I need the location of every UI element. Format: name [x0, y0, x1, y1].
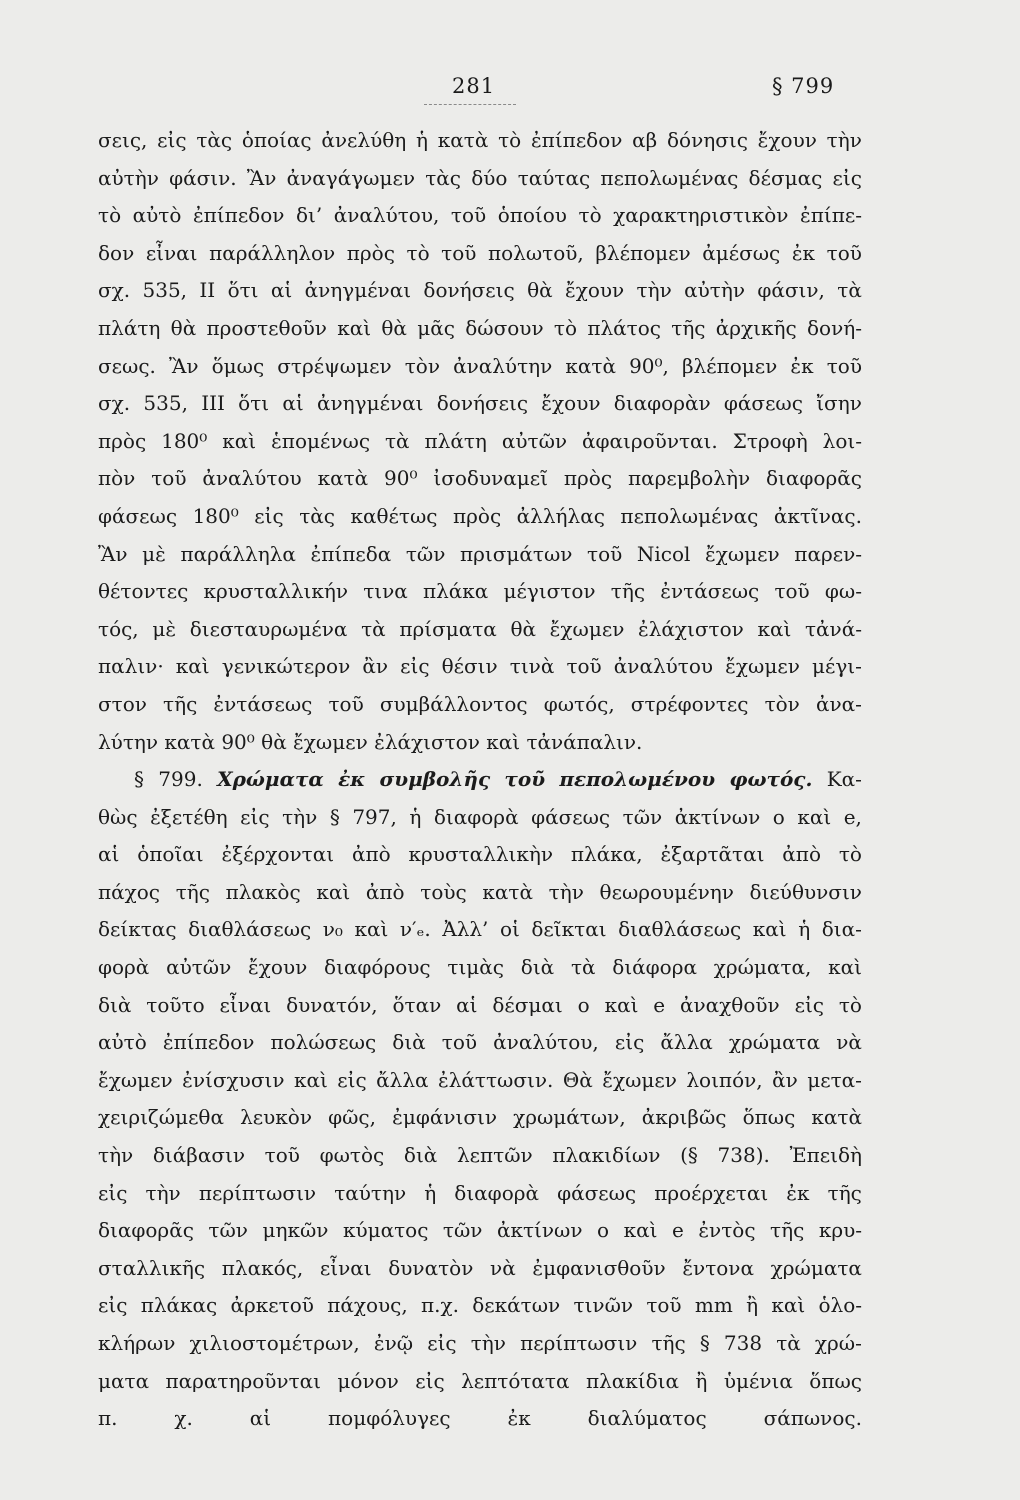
- text-line: χειριζώμεθα λευκὸν φῶς, ἐμφάνισιν χρωμάτων, ἀκριβῶς ὅπως κατὰ: [98, 1105, 862, 1130]
- text-line: σεως. Ἂν ὅμως στρέψωμεν τὸν ἀναλύτην κατὰ 90⁰, βλέπομεν ἐκ τοῦ: [98, 353, 862, 378]
- text-line: σταλλικῆς πλακός, εἶναι δυνατὸν νὰ ἐμφανισθοῦν ἔντονα χρώματα: [98, 1255, 862, 1280]
- text-line: δον εἶναι παράλληλον πρὸς τὸ τοῦ πολωτοῦ, βλέπομεν ἀμέσως ἐκ τοῦ: [98, 240, 862, 265]
- text-line: σχ. 535, III ὅτι αἱ ἀνηγμέναι δονήσεις ἔχουν διαφορὰν φάσεως ἴσην: [98, 391, 862, 416]
- text-line: αἱ ὁποῖαι ἐξέρχονται ἀπὸ κρυσταλλικὴν πλάκα, ἐξαρτᾶται ἀπὸ τὸ: [98, 842, 862, 867]
- text-line: φορὰ αὐτῶν ἔχουν διαφόρους τιμὰς διὰ τὰ διάφορα χρώματα, καὶ: [98, 955, 862, 980]
- text-line: φάσεως 180⁰ εἰς τὰς καθέτως πρὸς ἀλλήλας πεπολωμένας ἀκτῖνας.: [98, 503, 862, 528]
- text-line: ματα παρατηροῦνται μόνον εἰς λεπτότατα πλακίδια ἢ ὑμένια ὅπως: [98, 1368, 862, 1393]
- page-number: 281: [452, 74, 496, 98]
- text-line: πρὸς 180⁰ καὶ ἑπομένως τὰ πλάτη αὐτῶν ἀφαιροῦνται. Στροφὴ λοι-: [98, 428, 862, 453]
- text-line: π. χ. αἱ πομφόλυγες ἐκ διαλύματος σάπωνος.: [98, 1406, 862, 1431]
- text-line: αὐτὴν φάσιν. Ἂν ἀναγάγωμεν τὰς δύο ταύτας πεπολωμένας δέσμας εἰς: [98, 165, 862, 190]
- text-line: τός, μὲ διεσταυρωμένα τὰ πρίσματα θὰ ἔχωμεν ἐλάχιστον καὶ τἀνά-: [98, 616, 862, 641]
- text-line: πάχος τῆς πλακὸς καὶ ἀπὸ τοὺς κατὰ τὴν θεωρουμένην διεύθυνσιν: [98, 879, 862, 904]
- text-line: πὸν τοῦ ἀναλύτου κατὰ 90⁰ ἰσοδυναμεῖ πρὸς παρεμβολὴν διαφορᾶς: [98, 466, 862, 491]
- text-line: διαφορᾶς τῶν μηκῶν κύματος τῶν ἀκτίνων ο καὶ e ἐντὸς τῆς κρυ-: [98, 1218, 862, 1243]
- body-text: [98, 122, 862, 1438]
- text-line: παλιν· καὶ γενικώτερον ἂν εἰς θέσιν τινὰ τοῦ ἀναλύτου ἔχωμεν μέγι-: [98, 654, 862, 679]
- text-line: αὐτὸ ἐπίπεδον πολώσεως διὰ τοῦ ἀναλύτου, εἰς ἄλλα χρώματα νὰ: [98, 1030, 862, 1055]
- text-line: εἰς τὴν περίπτωσιν ταύτην ἡ διαφορὰ φάσεως προέρχεται ἐκ τῆς: [98, 1180, 862, 1205]
- text-line: κλήρων χιλιοστομέτρων, ἐνῷ εἰς τὴν περίπτωσιν τῆς § 738 τὰ χρώ-: [98, 1331, 862, 1355]
- text-line: διὰ τοῦτο εἶναι δυνατόν, ὅταν αἱ δέσμαι ο καὶ e ἀναχθοῦν εἰς τὸ: [98, 992, 862, 1017]
- text-line: στον τῆς ἐντάσεως τοῦ συμβάλλοντος φωτός, στρέφοντες τὸν ἀνα-: [98, 691, 862, 716]
- text-line: δείκτας διαθλάσεως ν₀ καὶ ν′ₑ. Ἀλλ’ οἱ δεῖκται διαθλάσεως καὶ ἡ δια-: [98, 917, 862, 942]
- text-line: Ἂν μὲ παράλληλα ἐπίπεδα τῶν πρισμάτων τοῦ Nicol ἔχωμεν παρεν-: [98, 541, 862, 566]
- text-line: ἔχωμεν ἐνίσχυσιν καὶ εἰς ἄλλα ἐλάττωσιν. Θὰ ἔχωμεν λοιπόν, ἂν μετα-: [98, 1067, 862, 1092]
- running-section-ref: § 799: [772, 74, 835, 98]
- text-line: εἰς πλάκας ἀρκετοῦ πάχους, π.χ. δεκάτων τινῶν τοῦ mm ἢ καὶ ὁλο-: [98, 1293, 862, 1318]
- page-header: [0, 70, 1020, 110]
- text-line: τὴν διάβασιν τοῦ φωτὸς διὰ λεπτῶν πλακιδίων (§ 738). Ἐπειδὴ: [98, 1143, 862, 1168]
- text-line: τὸ αὐτὸ ἐπίπεδον δι’ ἀναλύτου, τοῦ ὁποίου τὸ χαρακτηριστικὸν ἐπίπε-: [98, 203, 862, 228]
- text-line: θὼς ἐξετέθη εἰς τὴν § 797, ἡ διαφορὰ φάσεως τῶν ἀκτίνων ο καὶ e,: [98, 804, 862, 829]
- text-line: πλάτη θὰ προστεθοῦν καὶ θὰ μᾶς δώσουν τὸ πλάτος τῆς ἀρχικῆς δονή-: [98, 315, 862, 340]
- text-line: λύτην κατὰ 90⁰ θὰ ἔχωμεν ἐλάχιστον καὶ τἀνάπαλιν.: [98, 729, 643, 754]
- text-line: θέτοντες κρυσταλλικήν τινα πλάκα μέγιστον τῆς ἐντάσεως τοῦ φω-: [98, 579, 862, 604]
- text-line: σεις, εἰς τὰς ὁποίας ἀνελύθη ἡ κατὰ τὸ ἐπίπεδον αβ δόνησις ἔχουν τὴν: [98, 128, 862, 152]
- header-rule: [424, 104, 516, 105]
- text-line: σχ. 535, II ὅτι αἱ ἀνηγμέναι δονήσεις θὰ ἔχουν τὴν αὐτὴν φάσιν, τὰ: [98, 278, 862, 303]
- text-line: § 799. Χρώματα ἐκ συμβολῆς τοῦ πεπολωμένου φωτός. Κα-: [134, 767, 862, 792]
